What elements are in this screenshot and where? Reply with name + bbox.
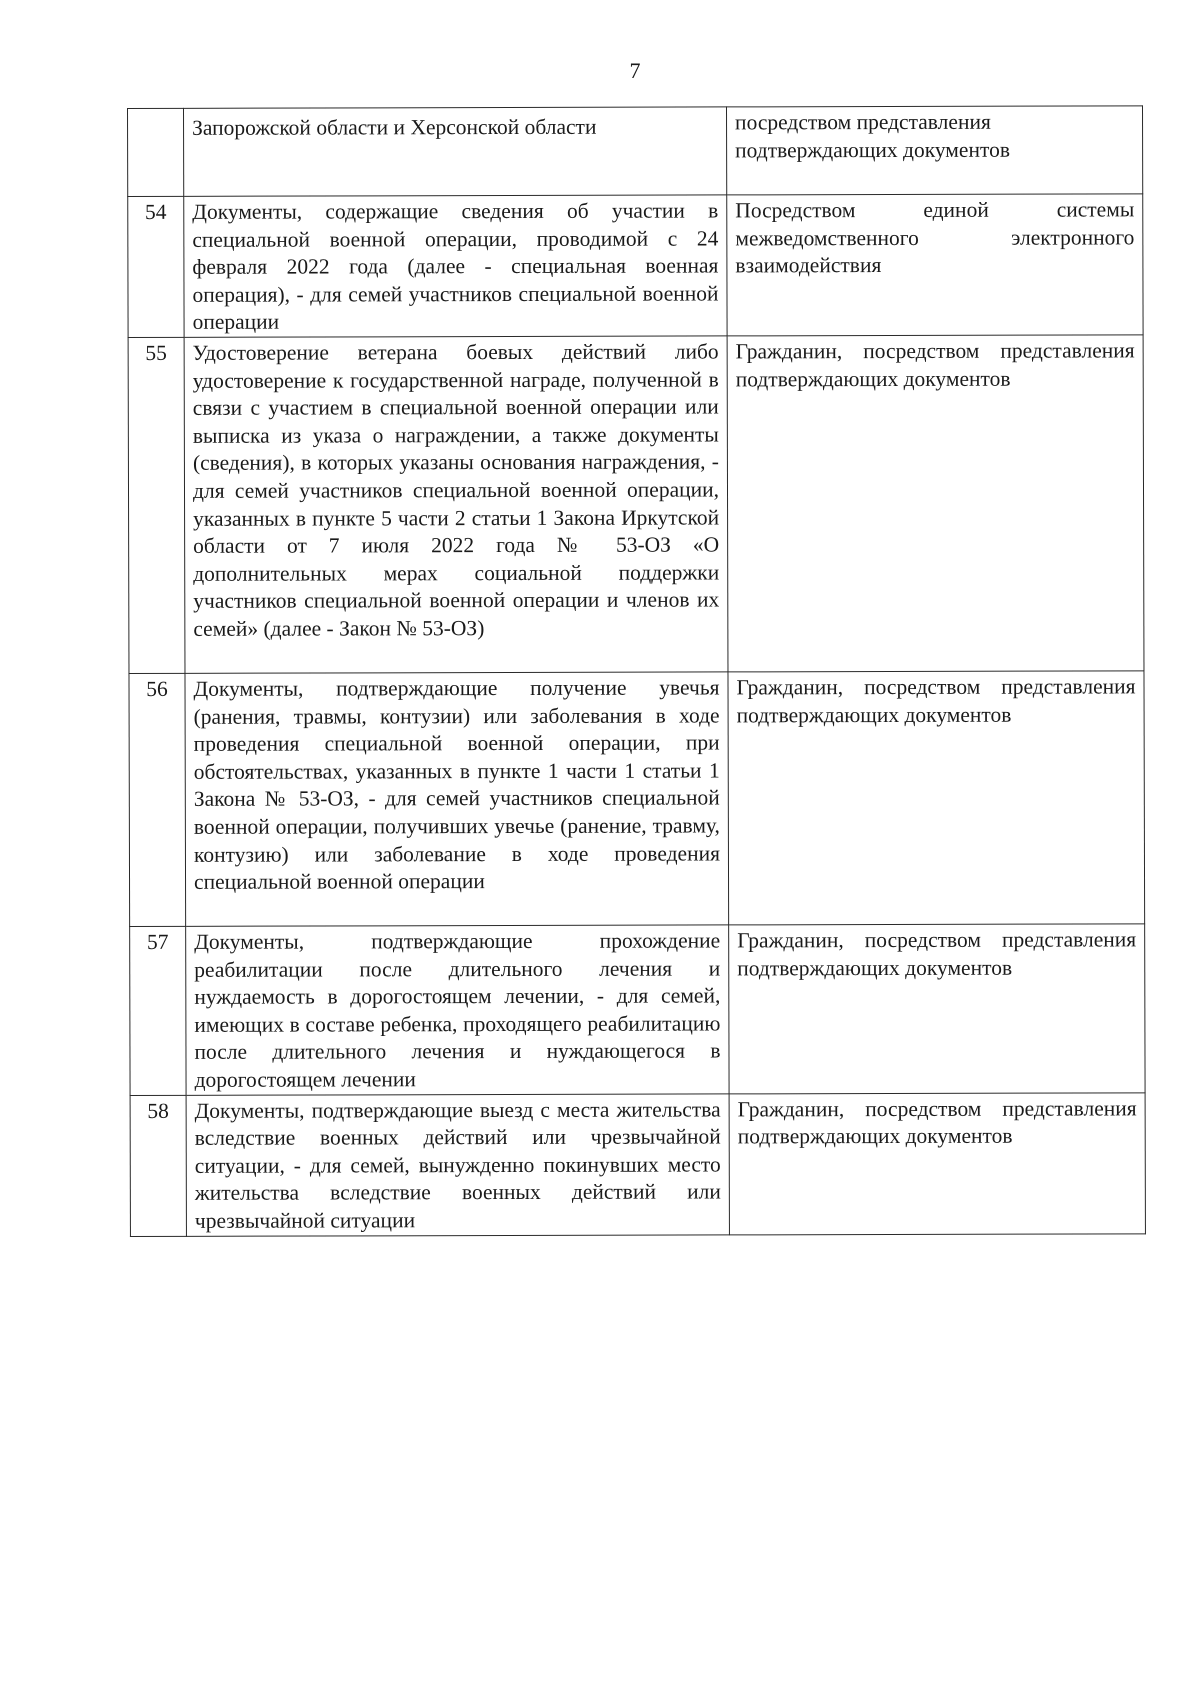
page-number: 7 bbox=[629, 58, 641, 83]
table-row bbox=[129, 671, 1145, 927]
row-description: Запорожской области и Херсонской области bbox=[184, 107, 727, 196]
row-number: 58 bbox=[130, 1095, 186, 1236]
table-row bbox=[128, 194, 1143, 338]
row-method: Посредством единой системы межведомственного электронного взаимодействия bbox=[727, 194, 1143, 336]
row-method: Гражданин, посредством представления подтверждающих документов bbox=[728, 671, 1145, 925]
table-row bbox=[130, 1092, 1145, 1236]
row-method: Гражданин, посредством представления подтверждающих документов bbox=[727, 335, 1144, 672]
row-number bbox=[128, 108, 184, 196]
table-row bbox=[128, 106, 1143, 197]
row-number: 57 bbox=[130, 926, 186, 1095]
row-description: Документы, подтверждающие получение увечья (ранения, травмы, контузии) или заболевания в ходе проведения специальной военной операции, при обстоятельствах, указанных в пункте 1 части 1 статьи 1 Закона № 53-ОЗ, - для семей участников специальной военной операции, получивших увечье (ранение, травму, контузию) или заболевание в ходе проведения специальной военной операции bbox=[185, 672, 729, 926]
row-method: Гражданин, посредством представления подтверждающих документов bbox=[729, 924, 1145, 1094]
row-number: 54 bbox=[128, 196, 184, 337]
row-number: 55 bbox=[128, 337, 185, 673]
documents-table bbox=[127, 105, 1146, 1236]
row-description: Документы, подтверждающие выезд с места жительства вследствие военных действий или чрезвычайной ситуации, - для семей, вынужденно покинувших место жительства вследствие военных действий или чрезвычайной ситуации bbox=[186, 1093, 729, 1235]
row-description: Документы, содержащие сведения об участии в специальной военной операции, проводимой с 24 февраля 2022 года (далее - специальная военная операция), - для семей участников специальной военной операции bbox=[184, 195, 727, 337]
table-row bbox=[130, 924, 1145, 1095]
row-method: посредством представления подтверждающих документов bbox=[726, 106, 1142, 195]
row-description: Удостоверение ветерана боевых действий либо удостоверение к государственной награде, полученной в связи с участием в специальной военной операции или выписка из указа о награждении, а также документы (сведения), в которых указаны основания награждения, - для семей участников специальной военной операции, указанных в пункте 5 части 2 статьи 1 Закона Иркутской области от 7 июля 2022 года № 53-ОЗ «О дополнительных мерах социальной поддержки участников специальной военной операции и членов их семей» (далее - Закон № 53-ОЗ) bbox=[184, 336, 728, 673]
row-number: 56 bbox=[129, 673, 186, 926]
table-row bbox=[128, 335, 1144, 674]
row-description: Документы, подтверждающие прохождение реабилитации после длительного лечения и нуждаемость в дорогостоящем лечении, - для семей, имеющих в составе ребенка, проходящего реабилитацию после длительного лечения и нуждающегося в дорогостоящем лечении bbox=[186, 925, 729, 1095]
row-method: Гражданин, посредством представления подтверждающих документов bbox=[729, 1092, 1145, 1234]
